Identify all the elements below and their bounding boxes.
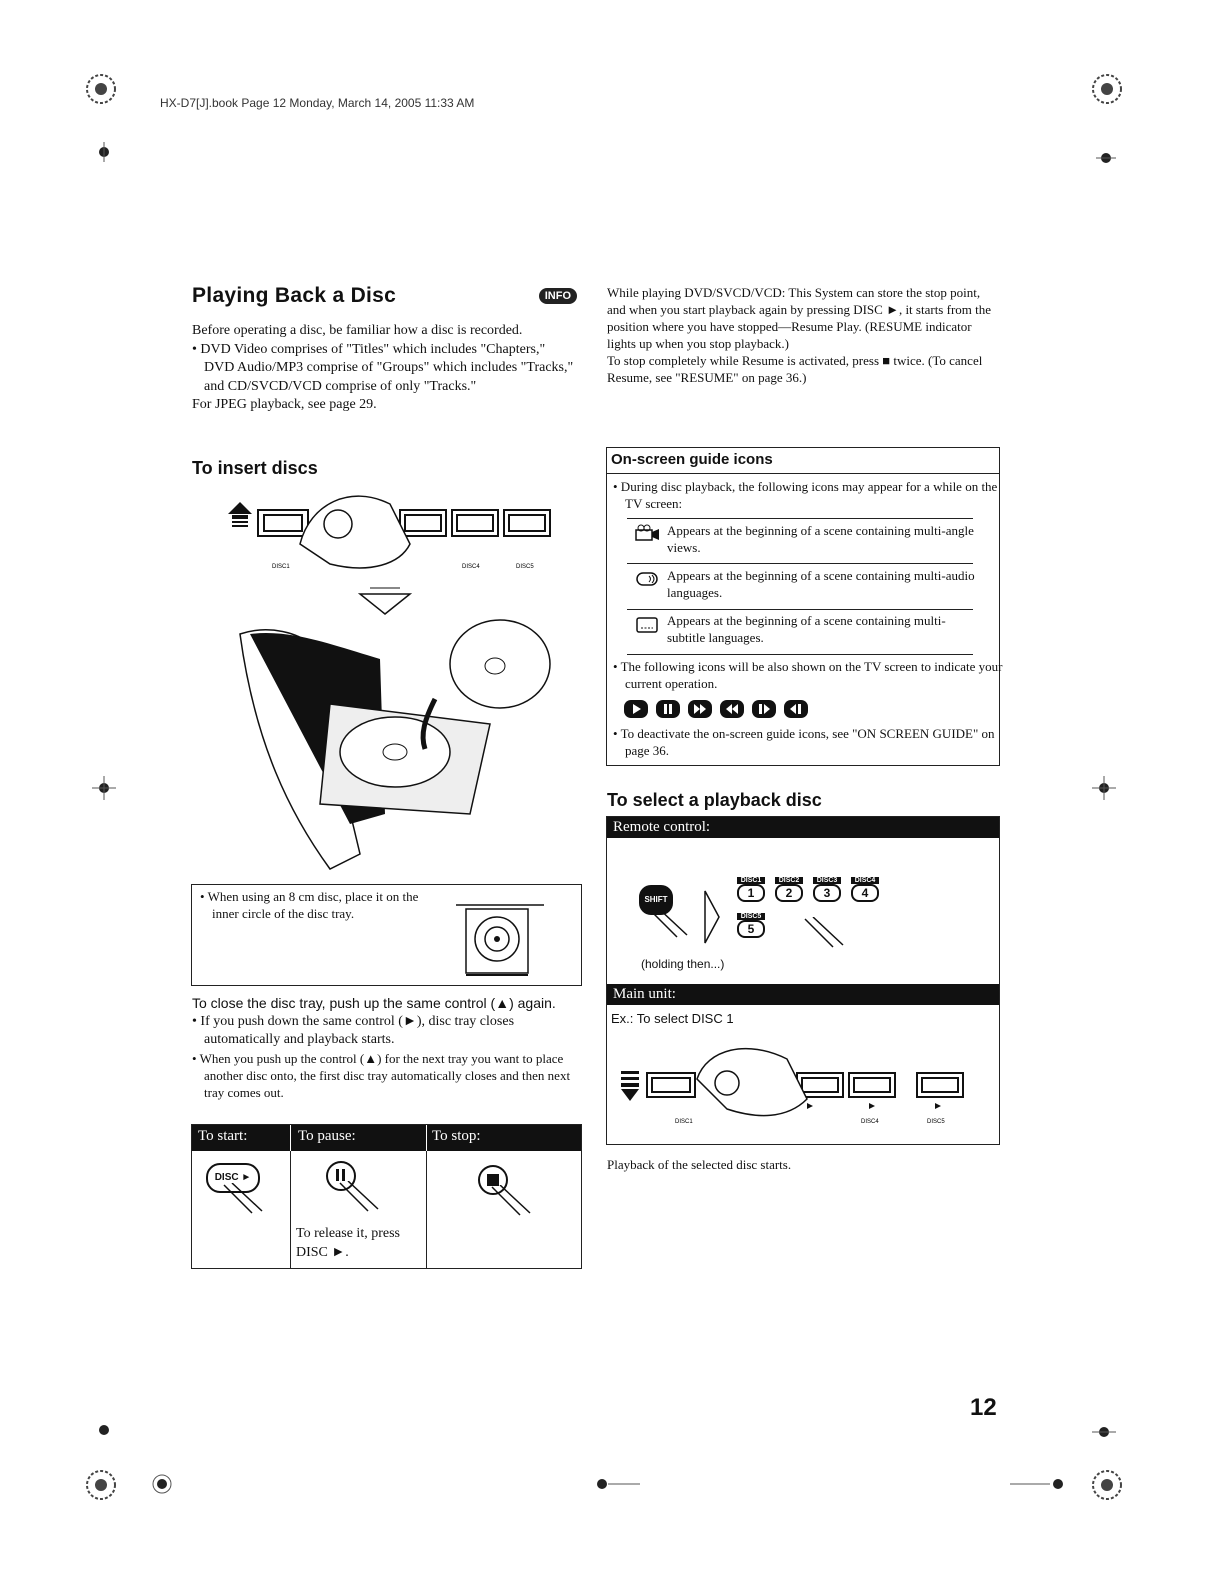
multi-subtitle-text: Appears at the beginning of a scene containing multi-subtitle languages. [667, 613, 946, 645]
disc4-key-label: DISC4 [851, 877, 879, 884]
svg-text:DISC5: DISC5 [927, 1119, 945, 1125]
insert-disc-illustration [210, 484, 580, 884]
disc5-key-label: DISC5 [737, 913, 765, 920]
crop-mark-icon [1010, 1472, 1070, 1501]
crop-mark-icon [1096, 150, 1116, 171]
registration-mark-icon [84, 72, 118, 106]
crop-mark-icon [92, 1418, 116, 1447]
disc4-key: 4 [851, 884, 879, 902]
disc-tray-icon [456, 899, 544, 979]
disc2-key-label: DISC2 [775, 877, 803, 884]
playback-controls-table [191, 1124, 582, 1269]
holding-text: (holding then...) [641, 957, 725, 971]
disc1-key: 1 [737, 884, 765, 902]
svg-text:DISC4: DISC4 [861, 1119, 879, 1125]
release-pause-text: To release it, press DISC ►. [296, 1226, 400, 1260]
disc1-key-label: DISC1 [737, 877, 765, 884]
fast-forward-status-icon [687, 699, 713, 719]
select-disc-heading: To select a playback disc [607, 790, 822, 810]
onscreen-guide-title: On-screen guide icons [611, 451, 773, 468]
disc5-key: 5 [737, 920, 765, 938]
info-badge: INFO [539, 288, 577, 304]
multi-audio-icon [635, 570, 661, 593]
disc-structure-bullet: • DVD Video comprises of "Titles" which includes "Chapters," DVD Audio/MP3 comprise of "Groups" which includes "Tracks," and CD/SVCD/VCD comprise of only "Tracks." [192, 341, 574, 394]
play-status-icon [623, 699, 649, 719]
crop-mark-icon [150, 1472, 174, 1501]
main-unit-label: Main unit: [607, 984, 999, 1005]
close-tray-text: To close the disc tray, push up the same control (▲) again. [192, 995, 556, 1011]
registration-mark-icon [1090, 1468, 1124, 1507]
small-disc-note-box [191, 884, 582, 986]
disc3-key: 3 [813, 884, 841, 902]
to-stop-label: To stop: [432, 1128, 481, 1144]
print-header: HX-D7[J].book Page 12 Monday, March 14, 2005 11:33 AM [160, 96, 475, 110]
operation-icons-text: • The following icons will be also shown on the TV screen to indicate your current operation. [613, 659, 1003, 691]
jpeg-note: For JPEG playback, see page 29. [192, 397, 377, 412]
svg-text:DISC5: DISC5 [516, 564, 534, 570]
select-example-text: Ex.: To select DISC 1 [611, 1011, 734, 1026]
crop-mark-icon [590, 1472, 640, 1501]
close-tray-bullet-1: • If you push down the same control (►), disc tray closes automatically and playback starts. [192, 1013, 515, 1047]
svg-text:DISC1: DISC1 [272, 564, 290, 570]
disc3-key-label: DISC3 [813, 877, 841, 884]
svg-text:DISC4: DISC4 [462, 564, 480, 570]
remote-control-label: Remote control: [607, 817, 999, 838]
deactivate-guide-text: • To deactivate the on-screen guide icons, see "ON SCREEN GUIDE" on page 36. [613, 726, 995, 758]
rewind-status-icon [719, 699, 745, 719]
crop-mark-icon [92, 776, 116, 805]
crop-mark-icon [96, 142, 112, 167]
multi-subtitle-icon [635, 616, 661, 639]
shift-button: SHIFT [639, 885, 673, 915]
crop-mark-icon [1092, 1420, 1116, 1449]
multi-angle-text: Appears at the beginning of a scene containing multi-angle views. [667, 523, 974, 555]
page-title: Playing Back a Disc [192, 284, 397, 307]
operation-icons-row [623, 699, 809, 719]
to-start-label: To start: [198, 1128, 248, 1144]
page-number: 12 [970, 1394, 997, 1421]
to-pause-label: To pause: [298, 1128, 356, 1144]
playback-result-text: Playback of the selected disc starts. [607, 1157, 792, 1172]
resume-text: While playing DVD/SVCD/VCD: This System can store the stop point, and when you start playback again by pressing DISC ►, it starts from the position where you have stopped—Resume Play. (RESUME indicator lights up when you stop playback.) [607, 285, 992, 351]
pause-status-icon [655, 699, 681, 719]
svg-text:DISC1: DISC1 [675, 1119, 693, 1125]
slow-reverse-status-icon [783, 699, 809, 719]
disc-play-button: DISC ► [206, 1163, 260, 1193]
resume-stop-text: To stop completely while Resume is activated, press ■ twice. (To cancel Resume, see "RESUME" on page 36.) [607, 353, 983, 385]
disc2-key: 2 [775, 884, 803, 902]
multi-angle-icon [635, 524, 661, 547]
intro-text: Before operating a disc, be familiar how a disc is recorded. [192, 323, 523, 338]
main-unit-select-illustration [617, 1039, 987, 1139]
close-tray-bullet-2: • When you push up the control (▲) for the next tray you want to place another disc onto, the first disc tray automatically closes and then next tray comes out. [192, 1050, 571, 1100]
multi-audio-text: Appears at the beginning of a scene containing multi-audio languages. [667, 568, 975, 600]
small-disc-note: • When using an 8 cm disc, place it on the inner circle of the disc tray. [200, 889, 419, 921]
insert-discs-heading: To insert discs [192, 458, 318, 478]
onscreen-guide-box [606, 447, 1003, 766]
registration-mark-icon [1090, 72, 1124, 106]
registration-mark-icon [84, 1468, 118, 1507]
crop-mark-icon [1092, 776, 1116, 805]
select-disc-box [606, 816, 1000, 1145]
onscreen-guide-intro: • During disc playback, the following icons may appear for a while on the TV screen: [613, 479, 998, 511]
slow-forward-status-icon [751, 699, 777, 719]
